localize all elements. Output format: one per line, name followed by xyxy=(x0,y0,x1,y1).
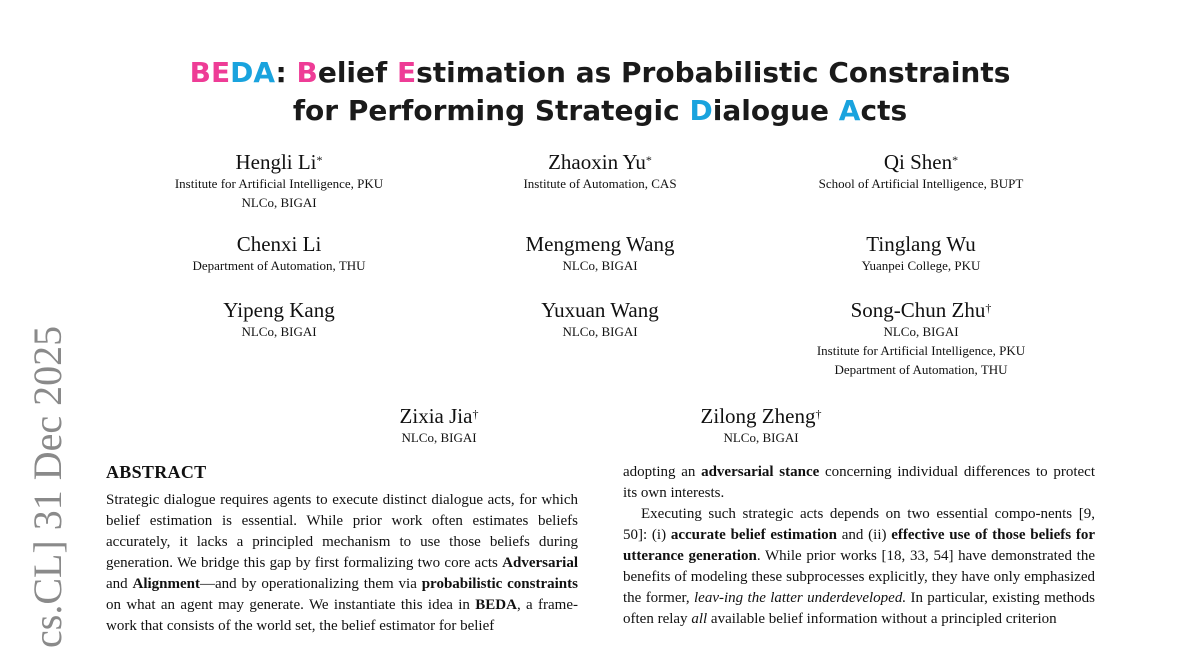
text-run: adopting an xyxy=(623,464,702,480)
arxiv-side-label: cs.CL] 31 Dec 2025 xyxy=(25,325,70,648)
intro-paragraph-2 xyxy=(623,504,1095,630)
emphasis-span: BEDA xyxy=(475,597,517,613)
author-affiliation: NLCo, BIGAI xyxy=(401,430,477,445)
title-accent-letter: D xyxy=(689,94,713,127)
author-affiliation: NLCo, BIGAI xyxy=(562,258,638,273)
intro-paragraph-1 xyxy=(623,462,1095,504)
author-name-text: Qi Shen xyxy=(883,150,953,174)
text-run: Strategic dialogue requires agents to execute distinct dialogue acts, for which belief estimation is essential. While prior work often estimates beliefs accurately, it lacks a principled mechanism to use those beliefs during generation. We bridge this gap by first formalizing two core acts xyxy=(106,492,578,571)
author-block xyxy=(279,404,599,447)
author-name-text: Chenxi Li xyxy=(236,232,322,256)
author-name xyxy=(440,232,760,256)
author-name-text: Tinglang Wu xyxy=(866,232,976,256)
text-run: cts xyxy=(860,94,908,127)
author-affiliation: Yuanpei College, PKU xyxy=(861,258,981,273)
author-name-text: Hengli Li xyxy=(235,150,317,174)
text-run: ialogue xyxy=(712,94,839,127)
author-footnote-mark: † xyxy=(985,301,992,315)
title-accent-letter: B xyxy=(189,56,211,89)
title-accent-letter: E xyxy=(396,56,417,89)
author-affiliation: School of Artificial Intelligence, BUPT xyxy=(818,176,1024,191)
paper-title-line-1 xyxy=(0,54,1200,92)
text-run: , a frame-work that consists of the world set, the belief estimator for belief xyxy=(106,597,578,634)
abstract-heading: ABSTRACT xyxy=(106,462,207,482)
emphasis-span: probabilistic constraints xyxy=(421,576,578,592)
title-accent-letter: A xyxy=(838,94,861,127)
author-affiliation: Institute for Artificial Intelligence, PKU xyxy=(816,343,1026,358)
author-affiliation: Department of Automation, THU xyxy=(834,362,1008,377)
author-name-text: Song-Chun Zhu xyxy=(850,298,986,322)
text-run: concerning individual differences to protect its own interests. xyxy=(623,464,1095,501)
emphasis-span: all xyxy=(691,611,708,627)
author-affiliation: Institute of Automation, CAS xyxy=(523,176,677,191)
text-run: available belief information without a principled criterion xyxy=(707,611,1057,627)
author-affiliation: Department of Automation, THU xyxy=(192,258,366,273)
author-name-text: Zilong Zheng xyxy=(700,404,816,428)
emphasis-span: accurate belief estimation xyxy=(670,527,837,543)
author-name xyxy=(440,298,760,322)
title-accent-letter: D xyxy=(230,56,254,89)
author-affiliation: Institute for Artificial Intelligence, PKU xyxy=(174,176,384,191)
text-run: and xyxy=(106,576,133,592)
author-block xyxy=(601,404,921,447)
author-name xyxy=(119,150,439,174)
text-run: for Performing Strategic xyxy=(292,94,690,127)
author-footnote-mark: † xyxy=(472,407,479,421)
author-affiliation: NLCo, BIGAI xyxy=(562,324,638,339)
paper-title-line-2 xyxy=(0,92,1200,130)
intro-column xyxy=(623,462,1095,630)
text-run: stimation as Probabilistic Constraints xyxy=(416,56,1011,89)
author-block xyxy=(119,232,439,275)
text-run: on what an agent may generate. We instantiate this idea in xyxy=(106,597,476,613)
author-name-text: Zixia Jia xyxy=(399,404,473,428)
title-accent-letter: E xyxy=(210,56,231,89)
text-run: : xyxy=(275,56,297,89)
author-name xyxy=(119,298,439,322)
text-run: and (ii) xyxy=(836,527,892,543)
abstract-body xyxy=(106,490,578,637)
author-name xyxy=(761,150,1081,174)
author-name-text: Yipeng Kang xyxy=(223,298,335,322)
author-name xyxy=(119,232,439,256)
abstract-section xyxy=(106,460,578,637)
author-block xyxy=(440,232,760,275)
author-affiliation: NLCo, BIGAI xyxy=(241,195,317,210)
author-name-text: Zhaoxin Yu xyxy=(548,150,646,174)
text-run: In particular, existing methods often relay xyxy=(623,590,1095,627)
author-block xyxy=(761,150,1081,193)
author-block xyxy=(440,150,760,193)
title-accent-letter: B xyxy=(296,56,318,89)
author-name xyxy=(440,150,760,174)
author-name-text: Yuxuan Wang xyxy=(541,298,659,322)
author-affiliation: NLCo, BIGAI xyxy=(723,430,799,445)
author-name xyxy=(279,404,599,428)
emphasis-span: effective use of those beliefs for utterance generation xyxy=(623,527,1095,564)
author-block xyxy=(761,232,1081,275)
title-accent-letter: A xyxy=(253,56,276,89)
author-name xyxy=(761,298,1081,322)
emphasis-span: leav-ing the latter underdeveloped. xyxy=(694,590,907,606)
author-affiliation: NLCo, BIGAI xyxy=(241,324,317,339)
author-name-text: Mengmeng Wang xyxy=(525,232,675,256)
author-block xyxy=(119,150,439,212)
text-run: —and by operationalizing them via xyxy=(200,576,422,592)
emphasis-span: Alignment xyxy=(132,576,201,592)
author-footnote-mark: * xyxy=(952,153,959,167)
author-block xyxy=(440,298,760,341)
author-name xyxy=(761,232,1081,256)
author-affiliation: NLCo, BIGAI xyxy=(883,324,959,339)
author-name xyxy=(601,404,921,428)
author-block xyxy=(119,298,439,341)
author-footnote-mark: † xyxy=(815,407,822,421)
text-run: Executing such strategic acts depends on two essential compo-nents [9, 50]: (i) xyxy=(623,506,1095,543)
author-block xyxy=(761,298,1081,379)
author-footnote-mark: * xyxy=(645,153,652,167)
emphasis-span: Adversarial xyxy=(502,555,578,571)
text-run: elief xyxy=(317,56,397,89)
author-footnote-mark: * xyxy=(316,153,323,167)
text-run: . While prior works [18, 33, 54] have demonstrated the benefits of modeling these subprocesses explicitly, they have only emphasized the former, xyxy=(623,548,1095,606)
emphasis-span: adversarial stance xyxy=(701,464,820,480)
